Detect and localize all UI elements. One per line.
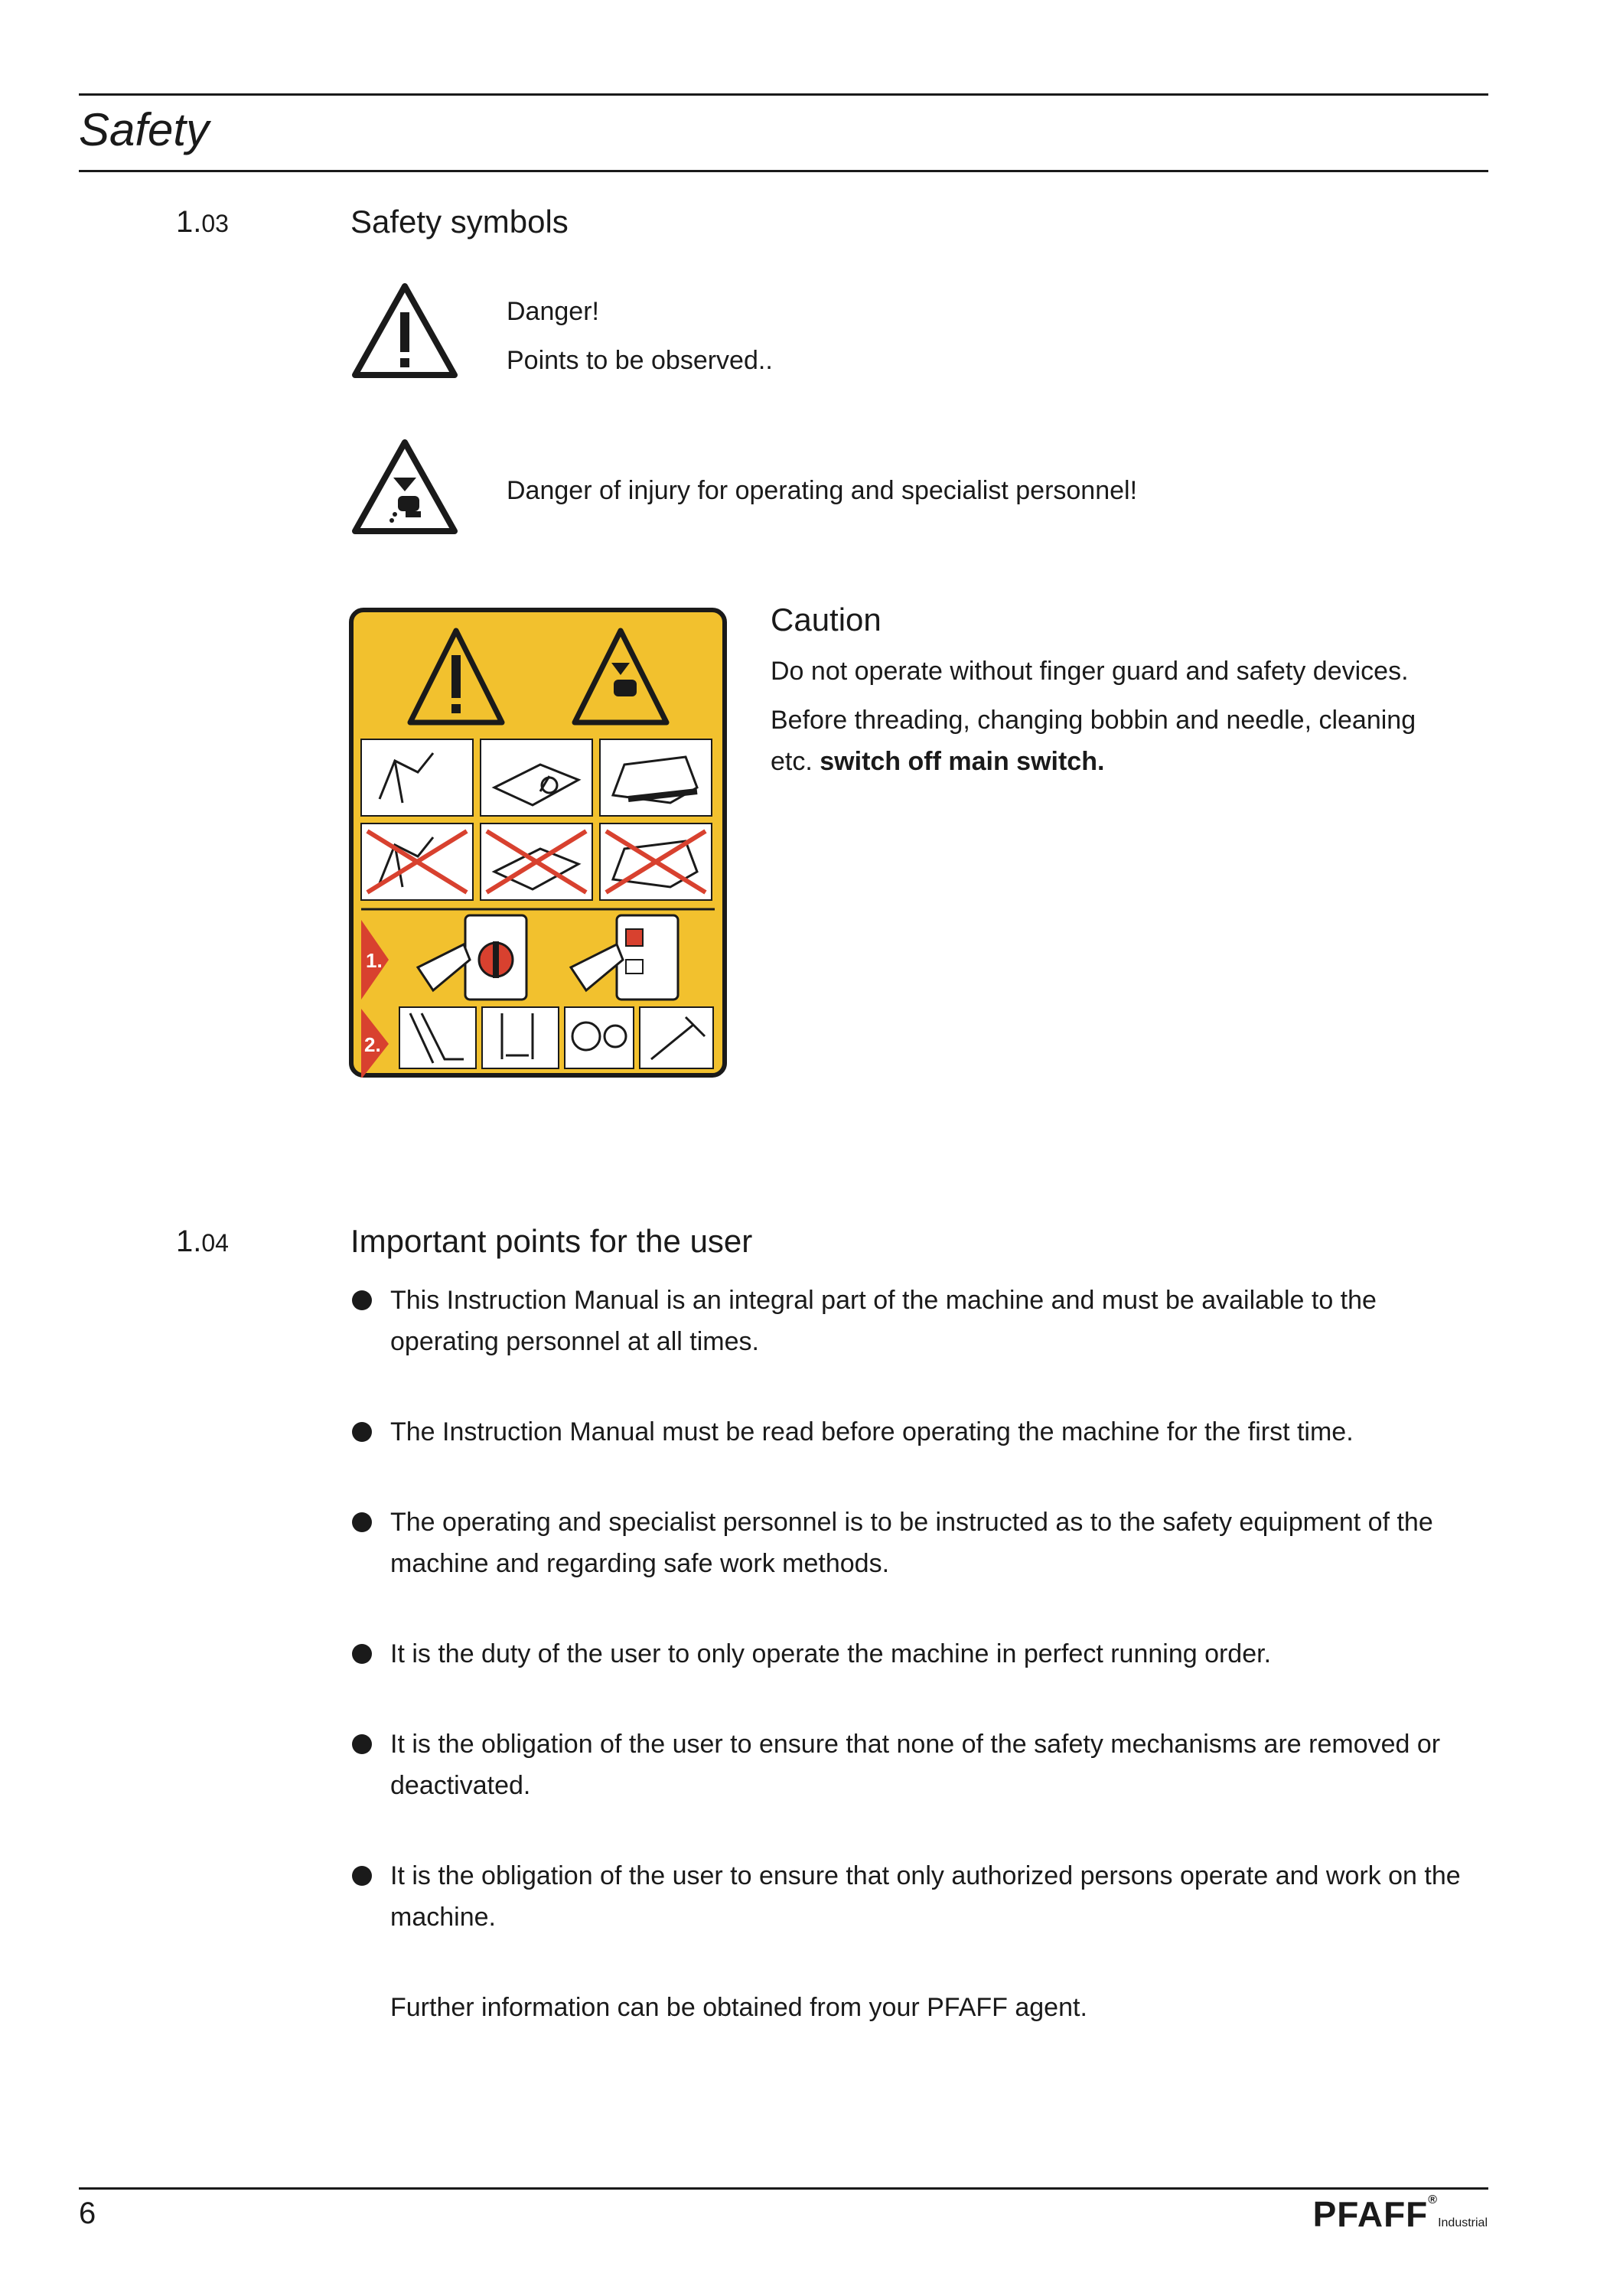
danger-label: Danger! xyxy=(507,297,599,326)
label-step-2: 2. xyxy=(364,1033,381,1056)
list-item: It is the obligation of the user to ensure that only authorized persons operate and work on the machine. xyxy=(352,1855,1492,1938)
injury-warning-text: Danger of injury for operating and specialist personnel! xyxy=(507,476,1138,505)
closing-note: Further information can be obtained from your PFAFF agent. xyxy=(390,1993,1087,2022)
danger-note: Points to be observed.. xyxy=(507,346,773,375)
list-item: The Instruction Manual must be read before operating the machine for the first time. xyxy=(352,1411,1492,1453)
section-number-103: 1.03 xyxy=(176,205,229,239)
list-item: The operating and specialist personnel is to be instructed as to the safety equipment of the machine and regarding safe work methods. xyxy=(352,1502,1492,1584)
page-number: 6 xyxy=(79,2197,96,2230)
section-title-104: Important points for the user xyxy=(350,1223,753,1259)
caution-line-1: Do not operate without finger guard and safety devices. xyxy=(771,657,1409,686)
pfaff-logo: PFAFF®Industrial xyxy=(1312,2193,1488,2234)
caution-line-2: Before threading, changing bobbin and needle, cleaning xyxy=(771,706,1416,735)
caution-line-3-emphasis: switch off main switch. xyxy=(820,747,1105,776)
bullet-icon xyxy=(352,1290,372,1310)
list-item: This Instruction Manual is an integral part of the machine and must be available to the operating personnel at all times. xyxy=(352,1280,1492,1362)
bullet-icon xyxy=(352,1422,372,1442)
caution-title: Caution xyxy=(771,602,882,638)
caution-line-3-prefix: etc. xyxy=(771,747,813,776)
list-item: It is the obligation of the user to ensure that none of the safety mechanisms are removed or deactivated. xyxy=(352,1724,1492,1806)
bullet-icon xyxy=(352,1866,372,1886)
bullet-icon xyxy=(352,1644,372,1664)
warning-triangle-icon xyxy=(350,282,459,380)
hand-injury-warning-icon xyxy=(350,438,459,536)
header-rule-top xyxy=(79,93,1488,96)
label-step-1: 1. xyxy=(366,949,383,972)
footer-rule xyxy=(79,2187,1488,2190)
safety-label-graphic xyxy=(349,608,727,1078)
section-number-104: 1.04 xyxy=(176,1225,229,1258)
header-rule-bottom xyxy=(79,170,1488,172)
bullet-icon xyxy=(352,1734,372,1754)
page-header-title: Safety xyxy=(79,104,210,155)
section-title-103: Safety symbols xyxy=(350,204,569,240)
list-item: It is the duty of the user to only operate the machine in perfect running order. xyxy=(352,1633,1492,1675)
caution-line-3 xyxy=(771,741,1104,782)
bullet-icon xyxy=(352,1512,372,1532)
